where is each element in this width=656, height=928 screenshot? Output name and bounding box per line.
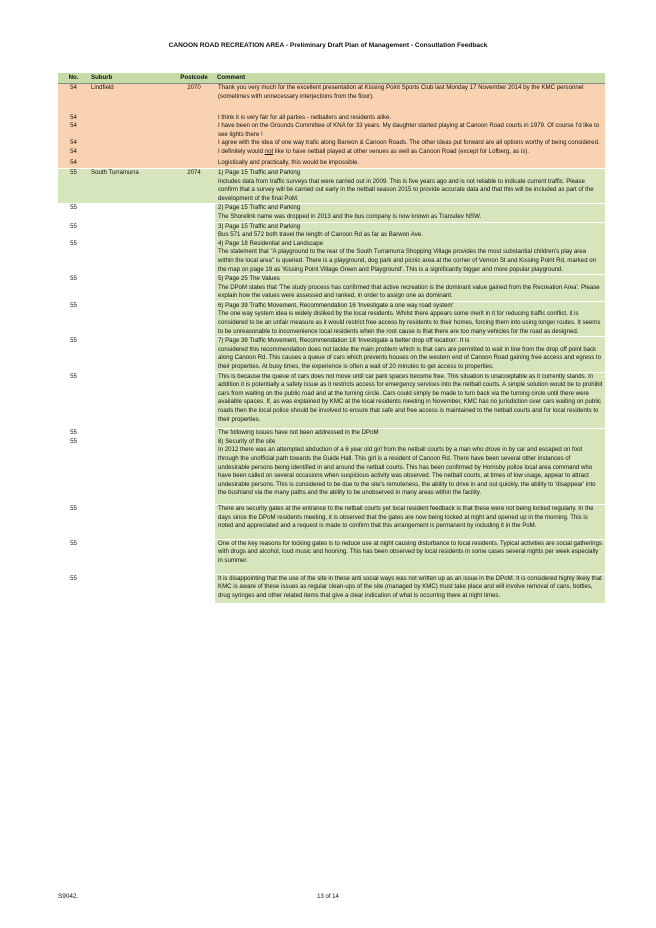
cell-postcode	[173, 372, 215, 429]
cell-no: 54	[58, 114, 89, 123]
cell-suburb	[89, 539, 173, 574]
cell-suburb	[89, 148, 173, 157]
cell-no: 55	[58, 574, 89, 603]
table-row	[58, 337, 605, 372]
cell-comment: I have been on the Grounds Committee of KNA for 33 years. My daughter started playing at Canoon Road courts in 1979. Of course I'd like to see lights there !	[215, 122, 605, 139]
comment-heading: 1) Page 15 Traffic and Parking	[218, 168, 301, 176]
cell-no: 54	[58, 148, 89, 157]
comment-heading: 7) Page 39 Traffic Movement, Recommendation 18 'Investigate a better drop off location'. It is	[218, 337, 470, 345]
cell-comment: Logistically and practically, this would be impossible.	[215, 156, 605, 168]
header-postcode: Postcode	[173, 73, 215, 84]
table-row	[58, 240, 605, 275]
cell-suburb	[89, 574, 173, 603]
table-row	[58, 438, 605, 505]
cell-no: 55	[58, 372, 89, 429]
comment-text: The DPoM states that 'The study process has confirmed that active recreation is the dominant value gained from the Recreation Area'. Please explain how the values were assessed and ranked, in order to assign one as dominant.	[218, 283, 600, 300]
comment-heading: 6) Page 39 Traffic Movement, Recommendation 16 'Investigate a one way road system'	[218, 301, 454, 309]
cell-suburb	[89, 156, 173, 168]
table-header-row	[58, 73, 605, 84]
cell-no: 54	[58, 122, 89, 139]
cell-postcode	[173, 337, 215, 372]
cell-comment: I think it is very fair for all parties - netballers and residents alike.	[215, 114, 605, 123]
cell-suburb	[89, 438, 173, 505]
cell-postcode	[173, 114, 215, 123]
cell-comment	[215, 168, 605, 203]
cell-no: 54	[58, 139, 89, 148]
table-row	[58, 429, 605, 438]
cell-suburb	[89, 222, 173, 240]
comment-text: Includes data from traffic surveys that were carried out in 2009. This is five years ago and is not reliable to indicate current traffic. Please confirm that a survey will be carried out early in the netball season 2015 to provide accurate data and that this will be included as part of the development of the final PoM.	[218, 177, 594, 202]
cell-no: 55	[58, 240, 89, 275]
cell-postcode	[173, 438, 215, 505]
cell-suburb	[89, 275, 173, 302]
table-row	[58, 84, 605, 108]
cell-comment	[215, 240, 605, 275]
page-number: 13 of 14	[317, 894, 339, 900]
cell-comment: One of the key reasons for locking gates is to reduce use at night causing disturbance to local residents. Typical activities are social gatherings with drugs and alcohol, loud music and hooning. This has been observed by local residents in some cases several nights per week especially in summer.	[215, 539, 605, 574]
comment-text: The Shorelink name was dropped in 2013 and the bus company is now known as Transdev NSW.	[218, 212, 482, 220]
cell-suburb	[89, 337, 173, 372]
cell-suburb	[89, 240, 173, 275]
cell-postcode	[173, 148, 215, 157]
comment-text: like to have netball played at other venues as well as Canoon Road (except for Lofberg, as is).	[273, 147, 529, 155]
comment-heading: 5) Page 25 The Values	[218, 275, 280, 283]
header-comment: Comment	[215, 73, 605, 84]
comment-text: Bus 571 and 572 both travel the length of Canoon Rd as far as Barwon Ave.	[218, 231, 423, 239]
page-title: CANOON ROAD RECREATION AREA - Preliminary Draft Plan of Management - Consultation Feedback	[168, 42, 488, 49]
table-row	[58, 168, 605, 203]
cell-suburb	[89, 372, 173, 429]
table-row	[58, 148, 605, 157]
underlined-word: not	[264, 147, 274, 155]
cell-no: 54	[58, 84, 89, 108]
cell-postcode	[173, 222, 215, 240]
comment-text: The statement that "A playground to the rear of the South Turramurra Shopping Village provides the most substantial children's play area within the local area" is queried. There is a playground, dog park and picnic area at the corner of Vernon St and Kissing Point Rd, marked on the map on page 19 as 'Kissing Point Village Green and Playground'. This is a significantly bigger and more popular playground.	[218, 248, 597, 273]
cell-no: 55	[58, 168, 89, 203]
cell-suburb	[89, 114, 173, 123]
cell-comment: The following issues have not been addressed in the DPoM	[215, 429, 605, 438]
table-row	[58, 139, 605, 148]
cell-no: 55	[58, 204, 89, 222]
cell-no: 55	[58, 539, 89, 574]
cell-suburb	[89, 122, 173, 139]
cell-no: 55	[58, 222, 89, 240]
cell-comment	[215, 148, 605, 157]
cell-postcode	[173, 275, 215, 302]
cell-postcode	[173, 574, 215, 603]
cell-comment	[215, 222, 605, 240]
header-suburb: Suburb	[89, 73, 173, 84]
cell-comment	[215, 204, 605, 222]
cell-no: 55	[58, 337, 89, 372]
cell-postcode	[173, 539, 215, 574]
cell-postcode	[173, 240, 215, 275]
cell-comment	[215, 337, 605, 372]
cell-postcode: 2074	[173, 168, 215, 203]
table-row	[58, 301, 605, 336]
cell-no: 55	[58, 504, 89, 539]
cell-comment: This is because the queue of cars does not move until car park spaces become free. This situation is unacceptable as it currently stands. In addition it is potentially a safety issue as it restricts access for emergency services into the netball courts. A simple solution would be to prohibit cars from waiting on the public road and at the turning circle. Cars could simply be made to turn back via the turning circle until there were available spaces. If, as was explained by KMC at the local residents meeting in November, KMC has no jurisdiction over cars waiting on public roads then the local police should be involved to ensure that safe and free access is maintained to the netball courts and for local residents to their properties.	[215, 372, 605, 429]
cell-suburb	[89, 204, 173, 222]
table-row	[58, 114, 605, 123]
cell-postcode	[173, 204, 215, 222]
cell-comment: There are security gates at the entrance to the netball courts yet local resident feedback is that these were not being locked regularly. In the days since the DPoM residents meeting, it is observed that the gates are now being locked at night and opened up in the morning. This is noted and appreciated and a request is made to confirm that this arrangement is permanent by including it in the PoM.	[215, 504, 605, 539]
cell-postcode	[173, 156, 215, 168]
comment-text: considered this recommendation does not tackle the main problem which is that cars are permitted to wait in line from the drop off point back along Canoon Rd. This causes a queue of cars which prevents houses on the western end of Canoon Road gaining free access and egress to their properties. At busy times, the experience is often a wait of 20 minutes to get access to properties.	[218, 345, 602, 371]
comment-text: In 2012 there was an attempted abduction of a 6 year old girl from the netball courts by a man who drove in by car and escaped on foot through the unofficial path towards the Guide Hall. This girl is a resident of Canoon Rd. There have been several other instances of undesirable persons being identified in and around the netball courts. This has been confirmed by Hornsby police local area command who have been called on several occasions when suspicious activity was observed. The netball courts, at times of low usage, appear to attract undesirable persons. This is considered to be due to the site's remoteness, the ability to drive in and out quickly, the ability to 'disappear' into the bushland via the many paths and the ability to be unobserved in many areas within the facility.	[218, 446, 596, 497]
cell-no: 55	[58, 275, 89, 302]
cell-suburb	[89, 139, 173, 148]
comment-text: The one way system idea is widely disliked by the local residents. Whilst there appears some merit in it for reducing traffic conflict, it is considered to be an unfair measure as it would restrict free access by residents to their homes, forcing them into using longer routes. It seems to be unreasonable to inconvenience local residents when the root cause is that there are too many vehicles for the road as designed.	[218, 310, 601, 335]
table-row	[58, 204, 605, 222]
cell-suburb	[89, 504, 173, 539]
cell-postcode	[173, 504, 215, 539]
table-row	[58, 539, 605, 574]
feedback-table	[58, 73, 605, 603]
cell-no: 55	[58, 429, 89, 438]
table-row	[58, 574, 605, 603]
cell-no: 54	[58, 156, 89, 168]
cell-suburb	[89, 301, 173, 336]
cell-suburb: South Turramurra	[89, 168, 173, 203]
table-row	[58, 122, 605, 139]
header-no: No.	[58, 73, 89, 84]
table-row	[58, 504, 605, 539]
cell-suburb	[89, 429, 173, 438]
table-row	[58, 222, 605, 240]
cell-suburb: Lindfield	[89, 84, 173, 108]
cell-postcode	[173, 301, 215, 336]
comment-heading: 8) Security of the site	[218, 437, 276, 445]
cell-postcode	[173, 139, 215, 148]
cell-postcode	[173, 429, 215, 438]
cell-comment: I agree with the idea of one way trafic along Barwon & Canoon Roads. The other ideas put forward are all options worthy of being considered.	[215, 139, 605, 148]
cell-comment: Thank you very much for the excellent presentation at Kissing Point Sports Club last Monday 17 November 2014 by the KMC personnel (sometimes with unnecessary interjections from the floor).	[215, 84, 605, 108]
cell-postcode	[173, 122, 215, 139]
comment-heading: 3) Page 15 Traffic and Parking	[218, 222, 301, 230]
cell-no: 55	[58, 301, 89, 336]
comment-text: I definitely would	[218, 147, 265, 155]
cell-no: 55	[58, 438, 89, 505]
cell-comment	[215, 275, 605, 302]
cell-comment: It is disappointing that the use of the site in these anti social ways was not written up as an issue in the DPoM. It is considered highly likely that KMC is aware of these issues as regular clean-ups of the site (managed by KMC) must take place and will involve removal of cans, bottles, drug syringes and other related items that give a clear indication of what is occurring there at night times.	[215, 574, 605, 603]
comment-heading: 2) Page 15 Traffic and Parking	[218, 204, 301, 212]
document-reference: S9042.	[58, 893, 79, 900]
table-row	[58, 275, 605, 302]
cell-comment	[215, 438, 605, 505]
cell-comment	[215, 301, 605, 336]
table-row	[58, 156, 605, 168]
comment-heading: 4) Page 18 Residential and Landscape	[218, 239, 324, 247]
table-row	[58, 372, 605, 429]
cell-postcode: 2070	[173, 84, 215, 108]
